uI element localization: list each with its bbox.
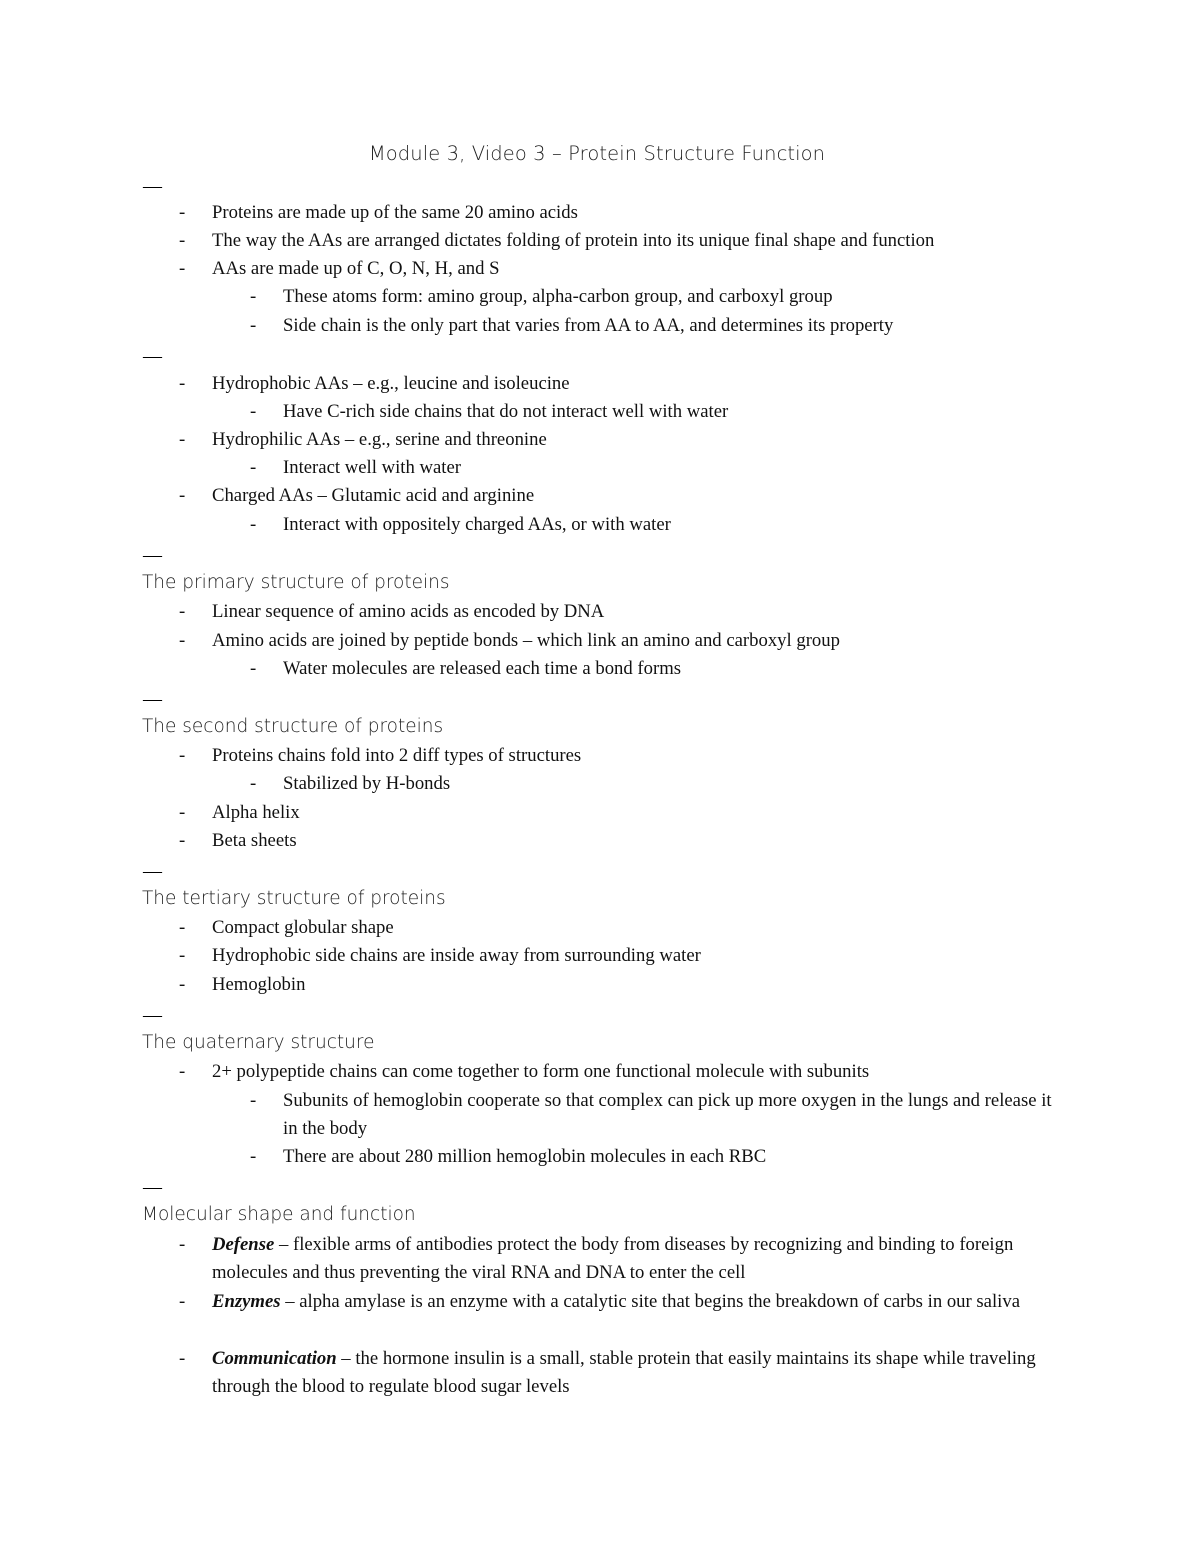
list-item: - Communication – the hormone insulin is a small, stable protein that easily maintains its shape while traveling through the blood to regulate blood sugar levels (212, 1345, 1062, 1402)
section-heading: The quaternary structure (142, 1032, 375, 1053)
sub-list-item: - Water molecules are released each time a bond forms (283, 655, 681, 683)
bullet-dash: - (250, 1146, 257, 1167)
list-item: - AAs are made up of C, O, N, H, and S (212, 255, 500, 283)
bullet-dash: - (179, 830, 186, 851)
section-heading: Molecular shape and function (142, 1204, 416, 1225)
bullet-dash: - (179, 802, 186, 823)
section-separator: — (143, 689, 162, 710)
list-item: - Enzymes – alpha amylase is an enzyme with a catalytic site that begins the breakdown of carbs in our saliva (212, 1288, 1062, 1316)
bullet-dash: - (250, 1090, 257, 1111)
bullet-dash: - (250, 315, 257, 336)
section-separator: — (143, 176, 162, 197)
list-item: - Proteins chains fold into 2 diff types of structures (212, 742, 581, 770)
list-item: - Defense – flexible arms of antibodies protect the body from diseases by recognizing and binding to foreign molecules and thus preventing the viral RNA and DNA to enter the cell (212, 1231, 1062, 1288)
term-communication: Communication (212, 1348, 337, 1369)
section-heading: The primary structure of proteins (142, 572, 450, 593)
list-item: - Beta sheets (212, 827, 297, 855)
bullet-dash: - (179, 429, 186, 450)
section-heading: The tertiary structure of proteins (142, 888, 446, 909)
bullet-dash: - (179, 630, 186, 651)
sub-list-item: - There are about 280 million hemoglobin molecules in each RBC (283, 1143, 766, 1171)
bullet-dash: - (179, 601, 186, 622)
section-separator: — (143, 1005, 162, 1026)
list-item: - Hydrophilic AAs – e.g., serine and threonine (212, 426, 547, 454)
bullet-dash: - (179, 1291, 186, 1312)
term-defense: Defense (212, 1234, 275, 1255)
bullet-dash: - (179, 258, 186, 279)
bullet-dash: - (179, 202, 186, 223)
list-item: - Hemoglobin (212, 971, 305, 999)
section-separator: — (143, 1177, 162, 1198)
bullet-dash: - (179, 230, 186, 251)
list-item: - 2+ polypeptide chains can come together to form one functional molecule with subunits (212, 1058, 869, 1086)
bullet-dash: - (179, 945, 186, 966)
section-heading: The second structure of proteins (142, 716, 444, 737)
sub-list-item: - These atoms form: amino group, alpha-carbon group, and carboxyl group (283, 283, 833, 311)
bullet-dash: - (250, 514, 257, 535)
bullet-dash: - (179, 373, 186, 394)
sub-list-item: - Stabilized by H-bonds (283, 770, 450, 798)
section-separator: — (143, 545, 162, 566)
bullet-dash: - (250, 773, 257, 794)
bullet-dash: - (179, 1061, 186, 1082)
section-separator: — (143, 861, 162, 882)
bullet-dash: - (179, 745, 186, 766)
bullet-dash: - (179, 1348, 186, 1369)
sub-list-item: - Subunits of hemoglobin cooperate so that complex can pick up more oxygen in the lungs and release it in the body (283, 1087, 1063, 1144)
page-title: Module 3, Video 3 – Protein Structure Function (368, 142, 826, 165)
bullet-dash: - (179, 917, 186, 938)
sub-list-item: - Interact well with water (283, 454, 461, 482)
bullet-dash: - (250, 401, 257, 422)
term-enzymes: Enzymes (212, 1291, 281, 1312)
bullet-dash: - (250, 286, 257, 307)
section-separator: — (143, 346, 162, 367)
list-item: - Alpha helix (212, 799, 300, 827)
list-item: - Amino acids are joined by peptide bonds – which link an amino and carboxyl group (212, 627, 840, 655)
list-item: - Hydrophobic AAs – e.g., leucine and isoleucine (212, 370, 570, 398)
list-item: - Hydrophobic side chains are inside away from surrounding water (212, 942, 701, 970)
bullet-dash: - (179, 974, 186, 995)
bullet-dash: - (250, 658, 257, 679)
list-item: - The way the AAs are arranged dictates folding of protein into its unique final shape and function (212, 227, 934, 255)
sub-list-item: - Interact with oppositely charged AAs, or with water (283, 511, 671, 539)
sub-list-item: - Have C-rich side chains that do not interact well with water (283, 398, 728, 426)
bullet-dash: - (179, 485, 186, 506)
bullet-dash: - (250, 457, 257, 478)
list-item: - Proteins are made up of the same 20 amino acids (212, 199, 578, 227)
list-item: - Compact globular shape (212, 914, 394, 942)
bullet-dash: - (179, 1234, 186, 1255)
list-item: - Linear sequence of amino acids as encoded by DNA (212, 598, 604, 626)
list-item: - Charged AAs – Glutamic acid and arginine (212, 482, 534, 510)
sub-list-item: - Side chain is the only part that varies from AA to AA, and determines its property (283, 312, 893, 340)
